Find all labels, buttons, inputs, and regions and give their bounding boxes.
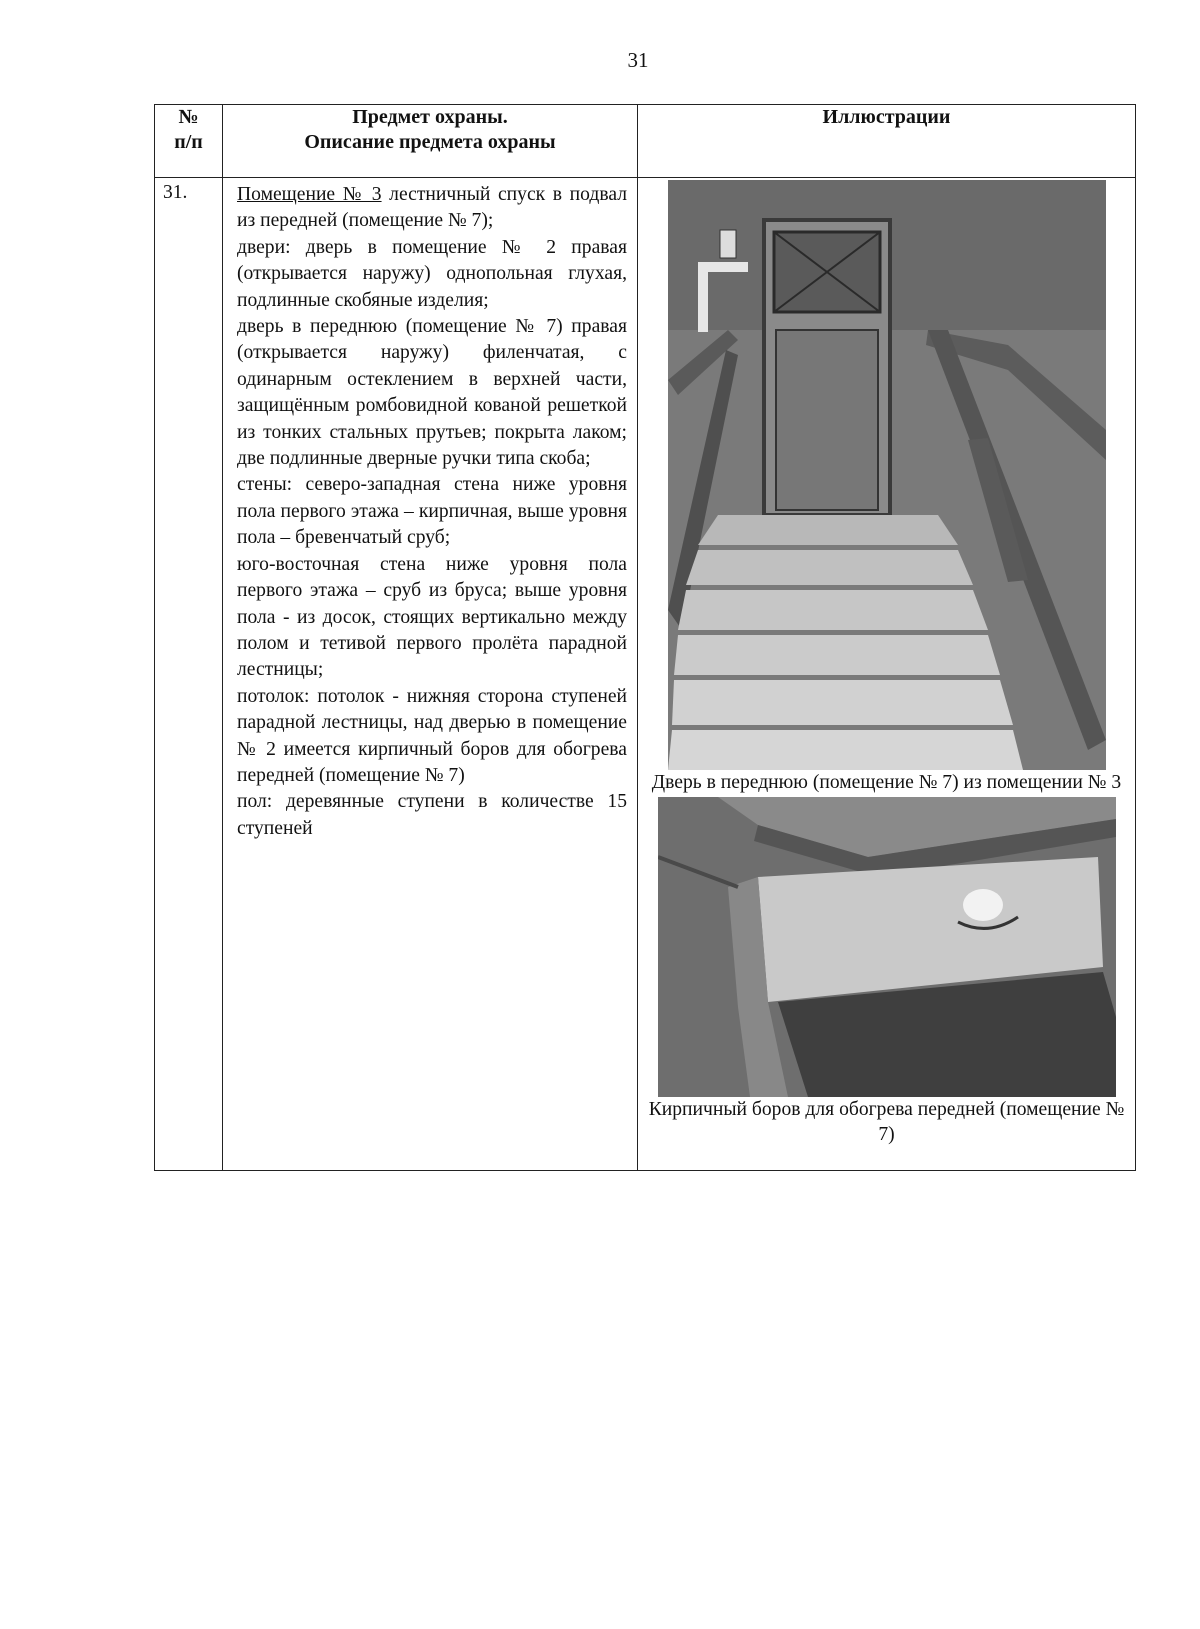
description-wall-se: юго-восточная стена ниже уровня пола первого этажа – сруб из бруса; выше уровня пола - из досок, стоящих вертикально между полом и тетивой первого пролёта парадной лестницы; xyxy=(237,553,627,681)
table-row xyxy=(155,178,1136,1171)
header-number-line2: п/п xyxy=(174,131,203,153)
header-number-line1: № xyxy=(178,106,199,128)
description-floor: пол: деревянные ступени в количестве 15 ступеней xyxy=(237,791,627,839)
description-intro xyxy=(237,182,627,235)
description-title: Помещение № 3 xyxy=(237,184,382,205)
header-number xyxy=(155,105,223,178)
row-number: 31. xyxy=(155,178,223,1171)
header-subject xyxy=(223,105,638,178)
brick-flue-photo xyxy=(658,797,1116,1097)
header-subject-line2: Описание предмета охраны xyxy=(304,131,556,153)
description-intro-text: лестничный спуск в подвал из передней (помещение № 7); xyxy=(237,184,627,232)
caption-door-photo: Дверь в переднюю (помещение № 7) из помещении № 3 xyxy=(651,772,1122,793)
header-subject-line1: Предмет охраны. xyxy=(352,106,508,128)
caption-flue-photo: Кирпичный боров для обогрева передней (помещение № 7) xyxy=(648,1099,1125,1145)
header-illustrations: Иллюстрации xyxy=(638,105,1136,178)
row-description xyxy=(223,178,638,1171)
description-door-front: дверь в переднюю (помещение № 7) правая (открывается наружу) филенчатая, с одинарным остеклением в верхней части, защищённым ромбовидной кованой решеткой из тонких стальных прутьев; покрыта лаком; две подлинные дверные ручки типа скоба; xyxy=(237,316,627,470)
row-illustrations xyxy=(638,178,1136,1171)
staircase-door-photo xyxy=(668,180,1106,770)
description-ceiling: потолок: потолок - нижняя сторона ступеней парадной лестницы, над дверью в помещение № 2 имеется кирпичный боров для обогрева передней (помещение № 7) xyxy=(237,685,627,786)
description-doors: двери: дверь в помещение № 2 правая (открывается наружу) однопольная глухая, подлинные скобяные изделия; xyxy=(237,236,627,311)
protection-table xyxy=(154,104,1136,1171)
description-walls: стены: северо-западная стена ниже уровня пола первого этажа – кирпичная, выше уровня пола – бревенчатый сруб; xyxy=(237,474,627,549)
table-header-row xyxy=(155,105,1136,178)
page-number: 31 xyxy=(627,48,649,72)
